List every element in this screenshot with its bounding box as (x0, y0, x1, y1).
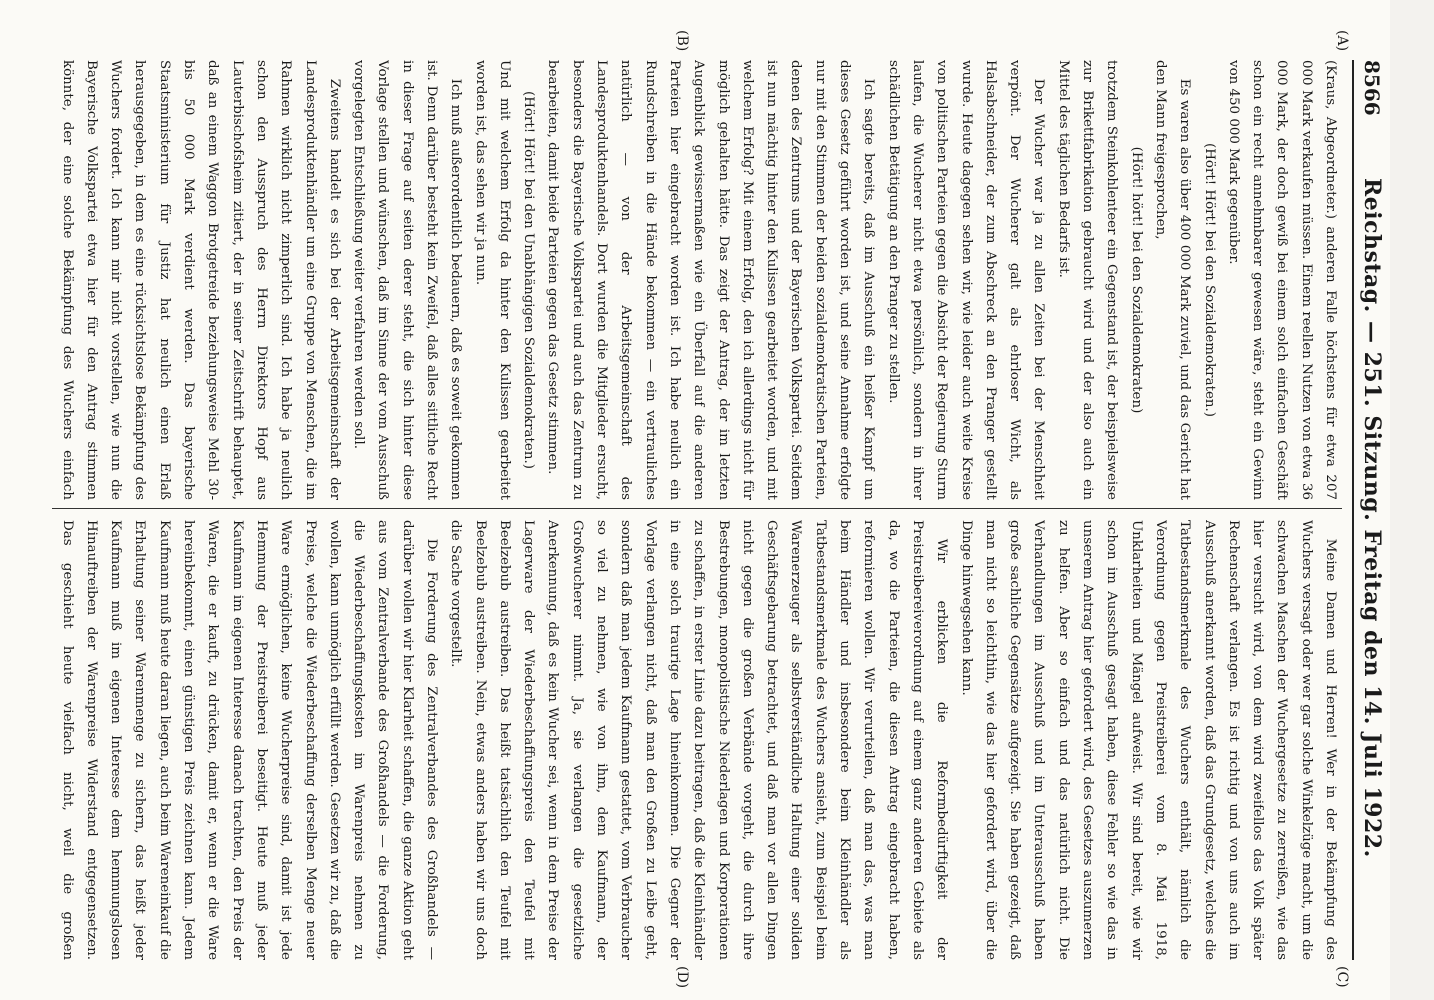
paragraph: Wir erblicken die Reformbedürftigkeit der Preistreibereiverordnung auf einem ganz anderen Gebiete als da, wo die Parteien, die diesen Antrag eingebracht haben, reformieren wollen. Wir verurteilen, daß man das, was man beim Händler und insbesondere beim Kleinhändler als Tatbestandsmerkmale des Wuchers ansieht, zum Beispiel beim Warenerzeuger als selbstverständliche Haltung einer soliden Geschäftsgebarung betrachtet, und daß man vor allen Dingen nicht gegen die großen Verbände vorgeht, die durch ihre Bestrebungen, monopolistische Niederlagen und Korporationen zu schaffen, in erster Linie dazu beitragen, daß die Kleinhändler in eine solch traurige Lage hineinkommen. Die Gegner der Vorlage verlangen nicht, daß man den Großen zu Leibe geht, sondern daß man jedem Kaufmann gestattet, vom Verbraucher so viel zu nehmen, wie von ihm, dem Kaufmann, der Großwucherer nimmt. Ja, sie verlangen die gesetzliche Anerkennung, daß es kein Wucher sei, wenn in dem Preise der Lagerware der Wiederbeschaffungspreis den Teufel mit Beelzebub austreiben. Das heißt tatsächlich den Teufel mit Beelzebub austreiben. Nein, etwas anders haben wir uns doch die Sache vorgestellt. (448, 520, 950, 960)
paragraph: (Kraus, Abgeordneter.) anderen Falle höchstens für etwa 207 000 Mark verkaufen müssen. Einem reellen Nutzen von etwa 36 000 Mark, der doch gewiß bei einem solch einfachen Geschäft schon ein recht annehmbarer gewesen wäre, steht ein Gewinn von 450 000 Mark gegenüber. (1225, 60, 1338, 500)
running-title: Reichstag. — 251. Sitzung. Freitag den 14. Juli 1922. (1359, 177, 1385, 858)
paragraph: Es waren also über 400 000 Mark zuviel, und das Gericht hat den Mann freigesprochen, (1152, 60, 1193, 500)
margin-mark-c: (C) (1334, 966, 1350, 988)
margin-mark-a: (A) (1334, 30, 1350, 52)
paragraph: Die Forderung des Zentralverbandes des Großhandels — darüber wollen wir hier Klarheit schaffen, die ganze Aktion geht aus vom Zentralverbande des Großhandels — die Forderung, die Wiederbeschaffungskosten im Warenpreis nehmen zu wollen, kann unmöglich erfüllt werden. Gesetzen wir zu, daß die Preise, welche die Wiederbeschaffung derselben Menge neuer Ware ermöglichen, keine Wucherpreise sind, damit ist jede Hemmung der Preistreiberei beseitigt. Heute muß jeder Kaufmann im eigenen Interesse danach trachten, den Preis der Waren, die er kauft, zu drücken, damit er, wenn er die Ware hereinbekommt, einen günstigen Preis zeichnen kann. Jedem Kaufmann muß heute daran liegen, auch beim Wareneinkauf die Erhaltung seiner Warenmenge zu sichern, das heißt jeder Kaufmann muß im eigenen Interesse dem hemmungslosen Hinauftreiben der Warenpreise Widerstand entgegensetzen. Das geschieht heute vielfach nicht, weil die großen (59, 520, 440, 960)
paragraph: (Hört! hört! bei den Sozialdemokraten) (1128, 146, 1144, 414)
left-text-column (52, 60, 1342, 500)
paragraph: Meine Damen und Herren! Wer in der Bekämpfung des Wuchers versagt oder wer gar solche Winkelzüge macht, um die schwachen Maschen der Wuchergesetze zu zerreißen, wie das hier versucht wird, von dem wird zweifellos das Volk später Rechenschaft verlangen. Es ist richtig und von uns auch im Ausschuß anerkannt worden, daß das Grundgesetz, welches die Tatbestandsmerkmale des Wuchers enthält, nämlich die Verordnung gegen Preistreiberei vom 8. Mai 1918, Unklarheiten und Mängel aufweist. Wir sind bereit, wie wir schon im Ausschuß gesagt haben, diese Fehler so wie das in unserem Antrag hier gefordert wird, des Gesetzes auszumerzen zu helfen. Aber so einfach und das natürlich nicht. Die Verhandlungen im Ausschuß und im Unterausschuß haben große sachliche Gegensätze aufgezeigt. Sie haben gezeigt, daß man nicht so leichthin, wie das hier gefordert wird, über die Dinge hinwegsehen kann. (958, 520, 1338, 960)
paragraph: Der Wucher war ja zu allen Zeiten bei der Menschheit verpönt. Der Wucherer galt als ehrloser Wicht, als Halsabschneider, der zum Abschreck an den Pranger gestellt wurde. Heute dagegen sehen wir, wie leider auch weite Kreise von politischen Parteien gegen die Absicht der Regierung Sturm laufen, die Wucherer nicht etwa persönlich, sondern in ihrer schädlichen Betätigung an den Pranger zu stellen. (885, 60, 1047, 500)
paragraph: Und mit welchem Erfolg da hinter den Kulissen gearbeitet worden ist, das sehen wir ja nun. (472, 60, 512, 500)
paragraph: trotzdem Steinkohlenteer ein Gegenstand ist, der beispielsweise zur Brikettfabrikation gebraucht wird und der also auch ein Mittel des täglichen Bedarfs ist. (1055, 60, 1120, 500)
paragraph: Ich muß außerordentlich bedauern, daß es soweit gekommen ist. Denn darüber besteht kein Zweifel, daß alles sittliche Recht in dieser Frage auf seiten derer steht, die sich hinter diese Vorlage stellen und wünschen, daß im Sinne der vom Ausschuß vorgelegten Entschließung weiter verfahren werden soll. (351, 60, 464, 500)
margin-mark-b: (B) (674, 30, 690, 52)
margin-mark-d: (D) (674, 966, 690, 989)
paragraph: Zweitens handelt es sich bei der Arbeitsgemeinschaft der Landesproduktenhändler um eine Gruppe von Menschen, die im Rahmen wirklich nicht zimperlich sind. Ich habe ja neulich schon den Ausspruch des Herrn Direktors Hopf aus Lauterbischofsheim zitiert, der in seiner Zeitschrift behauptet, daß an einem Waggon Brotgetreide beziehungsweise Mehl 30- bis 50 000 Mark verdient werden. Das bayerische Staatsministerium für Justiz hat neulich einen Erlaß herausgegeben, in dem es eine rücksichtslose Bekämpfung des Wuchers fordert. Ich kann mir nicht vorstellen, wie nun die Bayerische Volkspartei etwa hier für den Antrag stimmen könnte, der eine solche Bekämpfung des Wuchers einfach (59, 60, 342, 500)
paragraph: (Hört! Hört! bei den Sozialdemokraten.) (1201, 143, 1217, 417)
page-number: 8566 (1360, 60, 1384, 116)
page-header (1352, 60, 1390, 960)
paragraph: (Hört! Hört! bei den Unabhängigen Sozialdemokraten.) (521, 91, 537, 469)
paragraph: Ich sagte bereits, daß im Ausschuß ein heißer Kampf um dieses Gesetz geführt worden ist, und seine Annahme erfolgte nur mit den Stimmen der beiden sozialdemokratischen Parteien, denen des Zentrums und der Bayerischen Volkspartei. Seitdem ist nun mächtig hinter den Kulissen gearbeitet worden, und mit welchem Erfolg? Mit einem Erfolg, den ich allerdings nicht für möglich gehalten hätte. Das zeigt der Antrag, der im letzten Augenblick gewissermaßen wie ein Überfall auf die anderen Parteien hier eingebracht worden ist. Ich habe neulich ein Rundschreiben in die Hände bekommen — ein vertrauliches natürlich — von der Arbeitsgemeinschaft des Landesproduktenhandels. Dort wurden die Mitglieder ersucht, besonders die Bayerische Volkspartei und auch das Zentrum zu bearbeiten, damit beide Parteien gegen das Gesetz stimmen. (545, 60, 877, 500)
column-divider (52, 508, 1342, 509)
right-text-column (52, 520, 1342, 960)
